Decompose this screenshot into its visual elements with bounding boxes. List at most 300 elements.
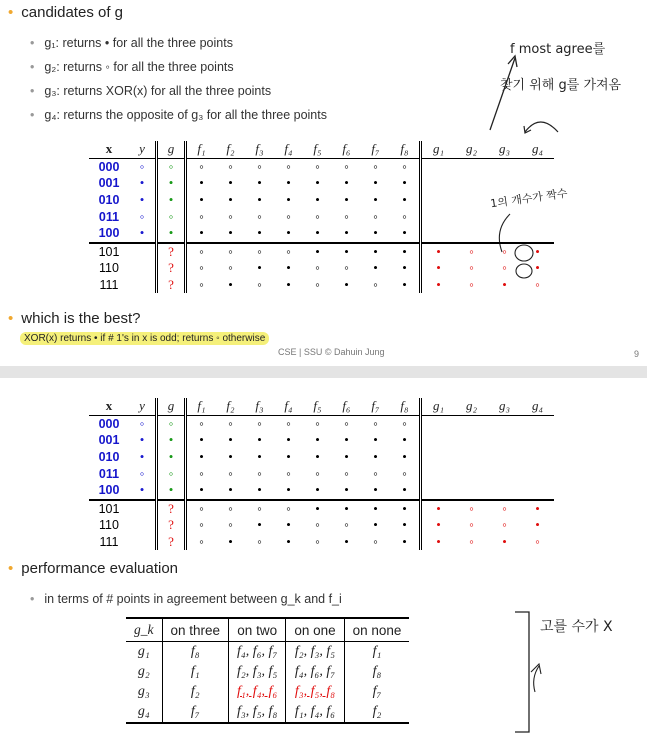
cell-y: • — [129, 432, 157, 449]
cell-empty — [488, 482, 521, 500]
cell-f1: ◦ — [199, 465, 204, 481]
header-x: x — [89, 398, 129, 415]
cell-f4: • — [286, 482, 291, 498]
cell-g: • — [157, 225, 186, 243]
cell-f7: ◦ — [373, 208, 378, 224]
header-g1: g₁ — [421, 398, 456, 415]
cell-x: 000 — [98, 159, 120, 174]
cell-f2: ◦ — [216, 500, 245, 518]
header-y: y — [129, 398, 157, 415]
cell-empty — [455, 415, 488, 432]
cell-g1: • — [436, 277, 441, 293]
cell-g1: • — [436, 534, 441, 550]
perf-header-gk: g_k — [126, 618, 162, 642]
perf-cell-three: f₈ — [162, 642, 229, 663]
perf-cell-three: f₂ — [162, 682, 229, 702]
cell-f1: • — [199, 482, 204, 498]
perf-row — [126, 682, 409, 702]
cell-f5: • — [303, 500, 332, 518]
cell-f5: ◦ — [315, 277, 320, 293]
truth-table-1-body — [89, 158, 554, 293]
header-f7: f₇ — [361, 141, 390, 158]
cell-empty — [521, 482, 554, 500]
cell-f8: ◦ — [390, 208, 421, 225]
cell-f6: • — [344, 482, 349, 498]
cell-f1: ◦ — [199, 534, 204, 550]
cell-f5: • — [315, 225, 320, 241]
cell-f7: • — [361, 500, 390, 518]
cell-g: ◦ — [157, 158, 186, 175]
table-row — [89, 500, 554, 518]
cell-f6: • — [344, 534, 349, 550]
perf-header-three: on three — [162, 618, 229, 642]
cell-f8: • — [390, 534, 421, 551]
header-f3: f₃ — [245, 141, 274, 158]
cell-f5: ◦ — [315, 208, 320, 224]
cell-empty — [521, 415, 554, 432]
candidate-g3: • g₃: returns XOR(x) for all the three points — [30, 84, 272, 98]
cell-f3: ◦ — [257, 208, 262, 224]
cell-x: 110 — [99, 518, 119, 533]
cell-f4: • — [286, 260, 291, 276]
handwritten-note-most-agree: f most agree를 — [510, 42, 606, 57]
cell-empty — [421, 432, 456, 449]
cell-empty — [421, 192, 456, 209]
cell-f7: ◦ — [373, 534, 378, 550]
header-g2: g₂ — [455, 398, 488, 415]
cell-f3: • — [257, 260, 262, 276]
header-f4: f₄ — [274, 141, 303, 158]
perf-header-one: on one — [286, 618, 344, 642]
cell-f7: • — [373, 517, 378, 533]
header-g1: g₁ — [421, 141, 456, 158]
cell-x: 001 — [98, 433, 120, 448]
cell-g: ? — [157, 517, 186, 534]
cell-g: • — [157, 449, 186, 466]
table-row — [89, 192, 554, 209]
cell-f4: • — [286, 517, 291, 533]
cell-g4: ◦ — [535, 534, 540, 550]
perf-header-none: on none — [344, 618, 409, 642]
cell-x: 010 — [98, 193, 120, 208]
cell-f8: • — [390, 432, 421, 449]
cell-f4: • — [286, 277, 291, 293]
cell-f7: ◦ — [373, 415, 378, 431]
cell-f3: ◦ — [257, 277, 262, 293]
cell-f4: ◦ — [286, 208, 291, 224]
cell-f6: ◦ — [344, 208, 349, 224]
cell-f1: • — [199, 432, 204, 448]
table-row — [89, 243, 554, 261]
perf-cell-none: f₈ — [344, 662, 409, 682]
cell-f3: • — [257, 517, 262, 533]
cell-x: 011 — [98, 209, 120, 224]
cell-f3: • — [257, 175, 262, 191]
cell-g: ? — [157, 277, 186, 294]
cell-f8: • — [390, 482, 421, 500]
cell-f1: ◦ — [186, 500, 217, 518]
header-f7: f₇ — [361, 398, 390, 415]
table-row — [89, 517, 554, 534]
cell-empty — [521, 208, 554, 225]
cell-f6: ◦ — [344, 465, 349, 481]
perf-cell-g: g₃ — [137, 684, 150, 699]
cell-f8: ◦ — [390, 415, 421, 432]
heading-performance: performance evaluation — [21, 560, 179, 577]
cell-f1: • — [199, 192, 204, 208]
cell-g: ? — [157, 534, 186, 551]
cell-f2: • — [228, 482, 233, 498]
table-row — [89, 534, 554, 551]
cell-empty — [455, 432, 488, 449]
cell-g: • — [157, 432, 186, 449]
performance-table-body — [126, 642, 409, 724]
bullet-dot-icon: • — [8, 560, 14, 577]
header-f6: f₆ — [332, 398, 361, 415]
cell-empty — [521, 432, 554, 449]
cell-f4: • — [286, 534, 291, 550]
perf-cell-none: f₂ — [344, 702, 409, 723]
perf-cell-g: g₂ — [137, 664, 150, 679]
cell-empty — [488, 449, 521, 466]
cell-x: 100 — [98, 483, 120, 498]
cell-f8: ◦ — [390, 158, 421, 175]
cell-f6: • — [344, 225, 349, 241]
cell-f2: ◦ — [216, 243, 245, 261]
cell-f5: ◦ — [315, 517, 320, 533]
header-g: g — [157, 398, 186, 415]
cell-f1: ◦ — [186, 243, 217, 261]
cell-empty — [421, 415, 456, 432]
cell-f4: • — [286, 449, 291, 465]
cell-empty — [421, 465, 456, 482]
header-g3: g₃ — [488, 398, 521, 415]
cell-f4: ◦ — [286, 465, 291, 481]
cell-f5: • — [303, 243, 332, 261]
cell-y — [129, 260, 157, 277]
perf-cell-one: f₂, f₃, f₅ — [286, 642, 344, 663]
cell-f5: • — [315, 432, 320, 448]
cell-f4: ◦ — [286, 415, 291, 431]
cell-f1: ◦ — [199, 158, 204, 174]
cell-empty — [421, 482, 456, 500]
cell-x: 011 — [98, 466, 120, 481]
perf-cell-three: f₇ — [162, 702, 229, 723]
cell-y: • — [129, 225, 157, 243]
cell-y: • — [129, 449, 157, 466]
cell-empty — [455, 175, 488, 192]
sub-bullet-icon: • — [30, 36, 35, 50]
cell-empty — [421, 158, 456, 175]
cell-y — [129, 517, 157, 534]
cell-x: 001 — [98, 176, 120, 191]
cell-f8: ◦ — [390, 465, 421, 482]
candidate-g2: • g₂: returns ◦ for all the three points — [30, 60, 234, 74]
cell-empty — [455, 482, 488, 500]
cell-empty — [455, 449, 488, 466]
cell-f3: ◦ — [257, 534, 262, 550]
sub-bullet-icon: • — [30, 108, 35, 122]
handwritten-bracket-icon — [505, 608, 545, 738]
cell-empty — [455, 225, 488, 243]
cell-g1: • — [421, 243, 456, 261]
table-row — [89, 277, 554, 294]
cell-f4: ◦ — [286, 158, 291, 174]
header-g3: g₃ — [488, 141, 521, 158]
cell-y — [129, 534, 157, 551]
cell-empty — [455, 208, 488, 225]
cell-f4: • — [286, 192, 291, 208]
cell-g4: ◦ — [535, 277, 540, 293]
cell-f6: • — [344, 432, 349, 448]
cell-f5: • — [315, 175, 320, 191]
cell-f3: • — [257, 432, 262, 448]
cell-f7: • — [373, 482, 378, 498]
cell-f2: • — [228, 534, 233, 550]
cell-g3: • — [502, 277, 507, 293]
cell-f7: • — [373, 449, 378, 465]
cell-f8: • — [390, 175, 421, 192]
heading-candidates: candidates of g — [21, 4, 124, 21]
perf-cell-one: f₁, f₄, f₆ — [286, 702, 344, 723]
perf-cell-two: f₃, f₅, f₈ — [229, 702, 286, 723]
handwritten-arrow-icon — [470, 50, 560, 140]
cell-y — [129, 500, 157, 518]
perf-cell-none: f₁ — [344, 642, 409, 663]
cell-g: • — [157, 482, 186, 500]
perf-row — [126, 662, 409, 682]
cell-f3: • — [257, 449, 262, 465]
cell-f5: • — [315, 449, 320, 465]
cell-f6: ◦ — [344, 260, 349, 276]
header-g2: g₂ — [455, 141, 488, 158]
cell-empty — [455, 192, 488, 209]
cell-empty — [488, 158, 521, 175]
cell-f2: ◦ — [228, 415, 233, 431]
cell-g: ? — [157, 500, 186, 518]
cell-y: ◦ — [129, 415, 157, 432]
cell-empty — [488, 225, 521, 243]
header-f1: f₁ — [186, 141, 217, 158]
cell-empty — [488, 415, 521, 432]
perf-cell-two: f₄, f₆, f₇ — [229, 642, 286, 663]
cell-f6: • — [344, 449, 349, 465]
cell-f2: ◦ — [228, 517, 233, 533]
heading-which-best: which is the best? — [21, 310, 141, 327]
slide-divider — [0, 366, 647, 378]
header-x: x — [89, 141, 129, 158]
cell-g2: ◦ — [469, 277, 474, 293]
cell-f5: • — [315, 192, 320, 208]
candidate-g1: • g₁: returns • for all the three points — [30, 36, 233, 50]
cell-g2: ◦ — [455, 243, 488, 261]
cell-x: 101 — [89, 500, 129, 518]
header-f5: f₅ — [303, 141, 332, 158]
cell-empty — [455, 158, 488, 175]
cell-f1: • — [199, 449, 204, 465]
slide-9 — [0, 0, 647, 366]
cell-x: 110 — [99, 261, 119, 276]
perf-cell-g: g₁ — [137, 644, 150, 659]
cell-y: ◦ — [129, 465, 157, 482]
handwritten-note-even-ones: 1의 개수가 짝수 — [489, 186, 569, 211]
perf-cell-one: f₄, f₆, f₇ — [286, 662, 344, 682]
cell-f1: ◦ — [199, 208, 204, 224]
header-f1: f₁ — [186, 398, 217, 415]
cell-empty — [455, 465, 488, 482]
cell-f2: ◦ — [228, 465, 233, 481]
cell-f4: • — [286, 432, 291, 448]
cell-empty — [521, 465, 554, 482]
cell-g1: • — [436, 260, 441, 276]
cell-g: ? — [157, 243, 186, 261]
perf-cell-two: f₂, f₃, f₅ — [229, 662, 286, 682]
truth-table-1 — [89, 141, 554, 293]
header-f2: f₂ — [216, 398, 245, 415]
cell-x: 000 — [98, 416, 120, 431]
cell-g: • — [157, 175, 186, 192]
cell-y: ◦ — [129, 158, 157, 175]
sub-bullet-icon: • — [30, 84, 35, 98]
header-f3: f₃ — [245, 398, 274, 415]
cell-f2: ◦ — [228, 260, 233, 276]
cell-x: 100 — [98, 226, 120, 241]
sub-bullet-icon: • — [30, 592, 35, 606]
header-y: y — [129, 141, 157, 158]
bullet-dot-icon: • — [8, 4, 14, 21]
cell-f1: ◦ — [199, 415, 204, 431]
cell-f2: • — [228, 175, 233, 191]
bullet-performance — [8, 560, 178, 577]
cell-g3: ◦ — [488, 243, 521, 261]
cell-f2: ◦ — [228, 208, 233, 224]
cell-g2: ◦ — [469, 534, 474, 550]
cell-f8: • — [390, 260, 421, 277]
cell-f8: • — [390, 225, 421, 243]
slide-10 — [0, 378, 647, 737]
cell-empty — [488, 465, 521, 482]
candidate-g4: • g₄: returns the opposite of g₃ for all the three points — [30, 108, 327, 122]
cell-f6: ◦ — [344, 415, 349, 431]
cell-f4: • — [286, 175, 291, 191]
cell-f1: ◦ — [199, 277, 204, 293]
bullet-candidates — [8, 4, 123, 21]
cell-g3: ◦ — [488, 500, 521, 518]
perf-row — [126, 702, 409, 723]
truth-table-2 — [89, 398, 554, 550]
bullet-dot-icon: • — [8, 310, 14, 327]
cell-empty — [521, 449, 554, 466]
cell-g4: • — [535, 260, 540, 276]
cell-f8: • — [390, 243, 421, 261]
table-row — [89, 175, 554, 192]
cell-f3: • — [257, 225, 262, 241]
cell-f6: • — [344, 277, 349, 293]
cell-f7: • — [361, 243, 390, 261]
cell-f8: • — [390, 192, 421, 209]
handwritten-note-bring-g: 찾기 위해 g를 가져옴 — [500, 78, 622, 93]
cell-f8: • — [390, 500, 421, 518]
page-number: 9 — [634, 349, 640, 359]
header-g: g — [157, 141, 186, 158]
cell-f3: • — [257, 192, 262, 208]
cell-f4: ◦ — [274, 500, 303, 518]
table-row — [89, 432, 554, 449]
cell-f3: ◦ — [245, 500, 274, 518]
cell-f5: ◦ — [315, 158, 320, 174]
cell-f3: ◦ — [257, 415, 262, 431]
cell-empty — [521, 192, 554, 209]
cell-f3: • — [257, 482, 262, 498]
cell-f8: • — [390, 277, 421, 294]
cell-empty — [521, 175, 554, 192]
cell-f3: ◦ — [257, 465, 262, 481]
cell-f1: ◦ — [199, 260, 204, 276]
cell-y — [129, 277, 157, 294]
cell-f8: • — [390, 517, 421, 534]
cell-empty — [421, 225, 456, 243]
cell-f6: • — [344, 192, 349, 208]
perf-cell-two: f₁, f₄, f₆ — [229, 682, 286, 702]
perf-cell-three: f₁ — [162, 662, 229, 682]
perf-cell-g: g₄ — [126, 702, 162, 723]
cell-empty — [421, 208, 456, 225]
header-f5: f₅ — [303, 398, 332, 415]
cell-g: ◦ — [157, 465, 186, 482]
cell-x: 101 — [89, 243, 129, 261]
header-f2: f₂ — [216, 141, 245, 158]
cell-f5: ◦ — [315, 465, 320, 481]
table-row — [89, 225, 554, 243]
table-row — [89, 449, 554, 466]
cell-g3: ◦ — [502, 260, 507, 276]
cell-empty — [421, 449, 456, 466]
cell-f5: • — [315, 482, 320, 498]
header-g4: g₄ — [521, 398, 554, 415]
cell-f5: ◦ — [315, 415, 320, 431]
cell-f8: • — [390, 449, 421, 466]
cell-g: ◦ — [157, 208, 186, 225]
truth-table-2-body — [89, 415, 554, 550]
cell-f3: ◦ — [245, 243, 274, 261]
table-row — [89, 415, 554, 432]
header-f6: f₆ — [332, 141, 361, 158]
performance-sub: • in terms of # points in agreement between g_k and f_i — [30, 592, 342, 606]
cell-g3: ◦ — [502, 517, 507, 533]
cell-y — [129, 243, 157, 261]
cell-f4: ◦ — [274, 243, 303, 261]
perf-header-two: on two — [229, 618, 286, 642]
cell-y: • — [129, 175, 157, 192]
cell-g2: ◦ — [469, 260, 474, 276]
cell-f2: • — [228, 432, 233, 448]
perf-cell-none: f₇ — [344, 682, 409, 702]
cell-g4: • — [521, 500, 554, 518]
cell-g1: • — [421, 500, 456, 518]
cell-g: ? — [157, 260, 186, 277]
cell-g3: • — [502, 534, 507, 550]
cell-g4: • — [521, 243, 554, 261]
cell-f6: • — [344, 175, 349, 191]
cell-x: 111 — [99, 278, 119, 293]
cell-empty — [488, 175, 521, 192]
header-f8: f₈ — [390, 141, 421, 158]
cell-f1: • — [199, 175, 204, 191]
cell-f6: ◦ — [344, 158, 349, 174]
cell-f2: • — [228, 225, 233, 241]
cell-g: ◦ — [157, 415, 186, 432]
cell-empty — [421, 175, 456, 192]
